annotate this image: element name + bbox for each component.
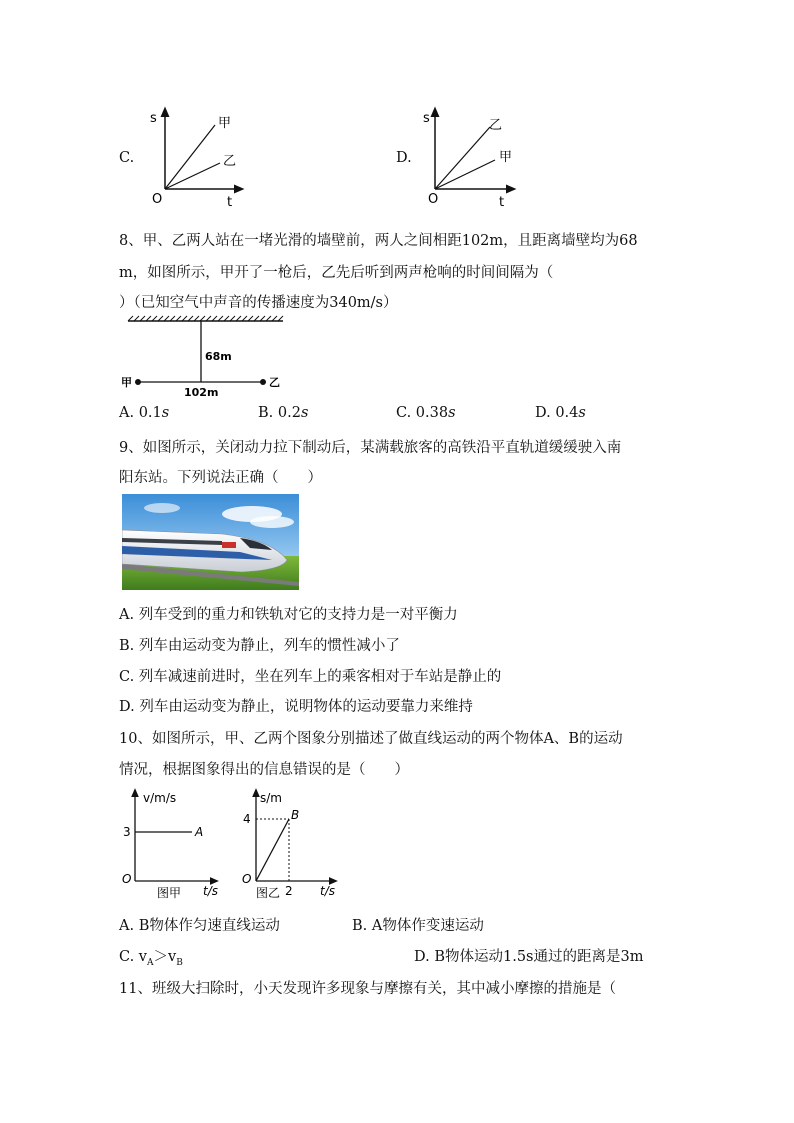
- q11-stem-line-1: 11、班级大扫除时，小天发现许多现象与摩擦有关，其中减小摩擦的措施是（: [119, 981, 616, 997]
- q8-stem-line-3: ）（已知空气中声音的传播速度为340m/s）: [119, 295, 398, 311]
- q10-jia-y-axis-label: v/m/s: [143, 791, 177, 805]
- q10-yi-point-label: B: [291, 808, 300, 822]
- q8-option-c: C. 0.38s: [396, 405, 456, 421]
- q7d-lower-line-label: 甲: [499, 150, 513, 165]
- q9-option-d: D. 列车由运动变为静止，说明物体的运动要靠力来维持: [119, 699, 473, 715]
- q10-yi-caption: 图乙: [256, 886, 281, 900]
- q9-option-c: C. 列车减速前进时，坐在列车上的乘客相对于车站是静止的: [119, 669, 502, 685]
- q10-graph-jia: [115, 786, 225, 901]
- q8-wall-distance-label: 68m: [205, 350, 232, 363]
- q8-option-a: A. 0.1s: [119, 405, 170, 421]
- q10-option-c: C. $v_A>v_B$: [119, 949, 183, 968]
- q8-option-b: B. 0.2s: [258, 405, 309, 421]
- q9-stem-line-2: 阳东站。下列说法正确（ ）: [119, 470, 322, 486]
- q10-jia-origin: O: [122, 872, 132, 886]
- q10-jia-line-label: A: [195, 825, 204, 839]
- q8-figure-wall: [118, 315, 288, 400]
- q7c-origin-label: O: [152, 192, 163, 207]
- q10-yi-x-axis-label: t/s: [320, 884, 335, 898]
- q7c-y-axis-label: s: [150, 111, 157, 126]
- q7d-x-axis-label: t: [499, 195, 505, 210]
- q10-option-b: B. A物体作变速运动: [352, 918, 484, 934]
- q10-jia-caption: 图甲: [157, 886, 182, 900]
- q8-person-yi-label: 乙: [269, 376, 280, 389]
- q8-stem-line-2: m，如图所示，甲开了一枪后，乙先后听到两声枪响的时间间隔为（: [119, 265, 554, 281]
- q7c-upper-line-label: 甲: [218, 116, 232, 131]
- q9-option-a: A. 列车受到的重力和铁轨对它的支持力是一对平衡力: [119, 607, 458, 623]
- q9-stem-line-1: 9、如图所示，关闭动力拉下制动后，某满载旅客的高铁沿平直轨道缓缓驶入南: [119, 440, 622, 456]
- q8-stem-line-1: 8、甲、乙两人站在一堵光滑的墙壁前，两人之间相距102m，且距离墙壁均为68: [119, 233, 638, 249]
- q10-yi-origin: O: [242, 872, 252, 886]
- q10-yi-y-axis-label: s/m: [260, 791, 282, 805]
- q10-graph-yi: [232, 786, 342, 901]
- q7d-upper-line-label: 乙: [489, 118, 503, 133]
- q8-option-d: D. 0.4s: [535, 405, 586, 421]
- q9-option-b: B. 列车由运动变为静止，列车的惯性减小了: [119, 638, 400, 654]
- q10-yi-x-tick: 2: [285, 884, 293, 898]
- q10-jia-y-tick: 3: [123, 825, 131, 839]
- q8-person-jia-label: 甲: [121, 376, 132, 389]
- q7-graph-c: [145, 105, 255, 210]
- q8-people-distance-label: 102m: [184, 386, 219, 399]
- q10-stem-line-2: 情况，根据图象得出的信息错误的是（ ）: [119, 762, 409, 778]
- q7-option-d-label: D.: [396, 150, 412, 166]
- q7d-origin-label: O: [428, 192, 439, 207]
- q9-train-photo: [122, 494, 299, 590]
- q10-jia-x-axis-label: t/s: [203, 884, 218, 898]
- q10-option-d: D. B物体运动1.5s通过的距离是3m: [414, 949, 644, 965]
- q7-graph-d: [415, 105, 525, 210]
- q7c-x-axis-label: t: [227, 195, 233, 210]
- q10-yi-y-tick: 4: [243, 812, 251, 826]
- q7c-lower-line-label: 乙: [223, 154, 237, 169]
- q10-stem-line-1: 10、如图所示，甲、乙两个图象分别描述了做直线运动的两个物体A、B的运动: [119, 731, 623, 747]
- q7-option-c-label: C.: [119, 150, 135, 166]
- q7d-y-axis-label: s: [423, 111, 430, 126]
- q10-option-a: A. B物体作匀速直线运动: [119, 918, 280, 934]
